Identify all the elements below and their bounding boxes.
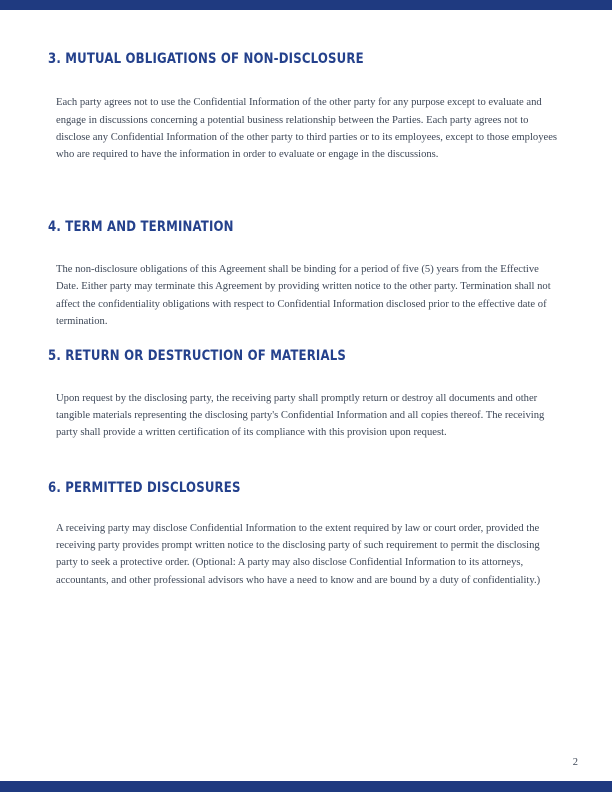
section-permitted-disclosures [48, 441, 564, 589]
section-paragraph: A receiving party may disclose Confidential Information to the extent required by law or court order, provided the receiving party provides prompt written notice to the disclosing party of such requirement to permit the disclosing party to seek a protective order. (Optional: A party may also disclose Confidential Information to its attorneys, accountants, and other professional advisors who have a need to know and are bound by a duty of confidentiality.) [56, 522, 541, 586]
page-bottom-accent-rule [0, 781, 612, 792]
section-heading: 5. RETURN OR DESTRUCTION OF MATERIALS [48, 348, 347, 365]
section-heading: 6. PERMITTED DISCLOSURES [48, 480, 241, 497]
section-paragraph: The non-disclosure obligations of this Agreement shall be binding for a period of five (5) years from the Effective Date. Either party may terminate this Agreement by providing written notice to the other party. Termination shall not affect the confidentiality obligations with respect to Confidential Information disclosed prior to the effective date of termination. [56, 263, 551, 327]
page-top-accent-rule [0, 0, 612, 10]
section-heading: 4. TERM AND TERMINATION [48, 218, 234, 235]
page-footer [0, 752, 612, 770]
section-paragraph: Each party agrees not to use the Confidential Information of the other party for any purpose except to evaluate and engage in discussions concerning a potential business relationship between the Parties. Each party agrees not to disclose any Confidential Information of the other party to third parties or to its employees, except to those employees who are required to have the information in order to evaluate or engage in the discussions. [56, 97, 558, 161]
section-term-and-termination [48, 164, 564, 331]
section-heading: 3. MUTUAL OBLIGATIONS OF NON-DISCLOSURE [48, 51, 364, 67]
section-mutual-obligations-of-non-disclosure [48, 10, 564, 164]
page-number: 2 [572, 757, 578, 768]
document-content [0, 10, 612, 781]
section-paragraph: Upon request by the disclosing party, the receiving party shall promptly return or destroy all documents and other tangible materials representing the disclosing party's Confidential Information and all copies thereof. The receiving party shall provide a written certification of its compliance with this provision upon request. [56, 392, 545, 439]
section-return-or-destruction-of-materials [48, 330, 564, 441]
